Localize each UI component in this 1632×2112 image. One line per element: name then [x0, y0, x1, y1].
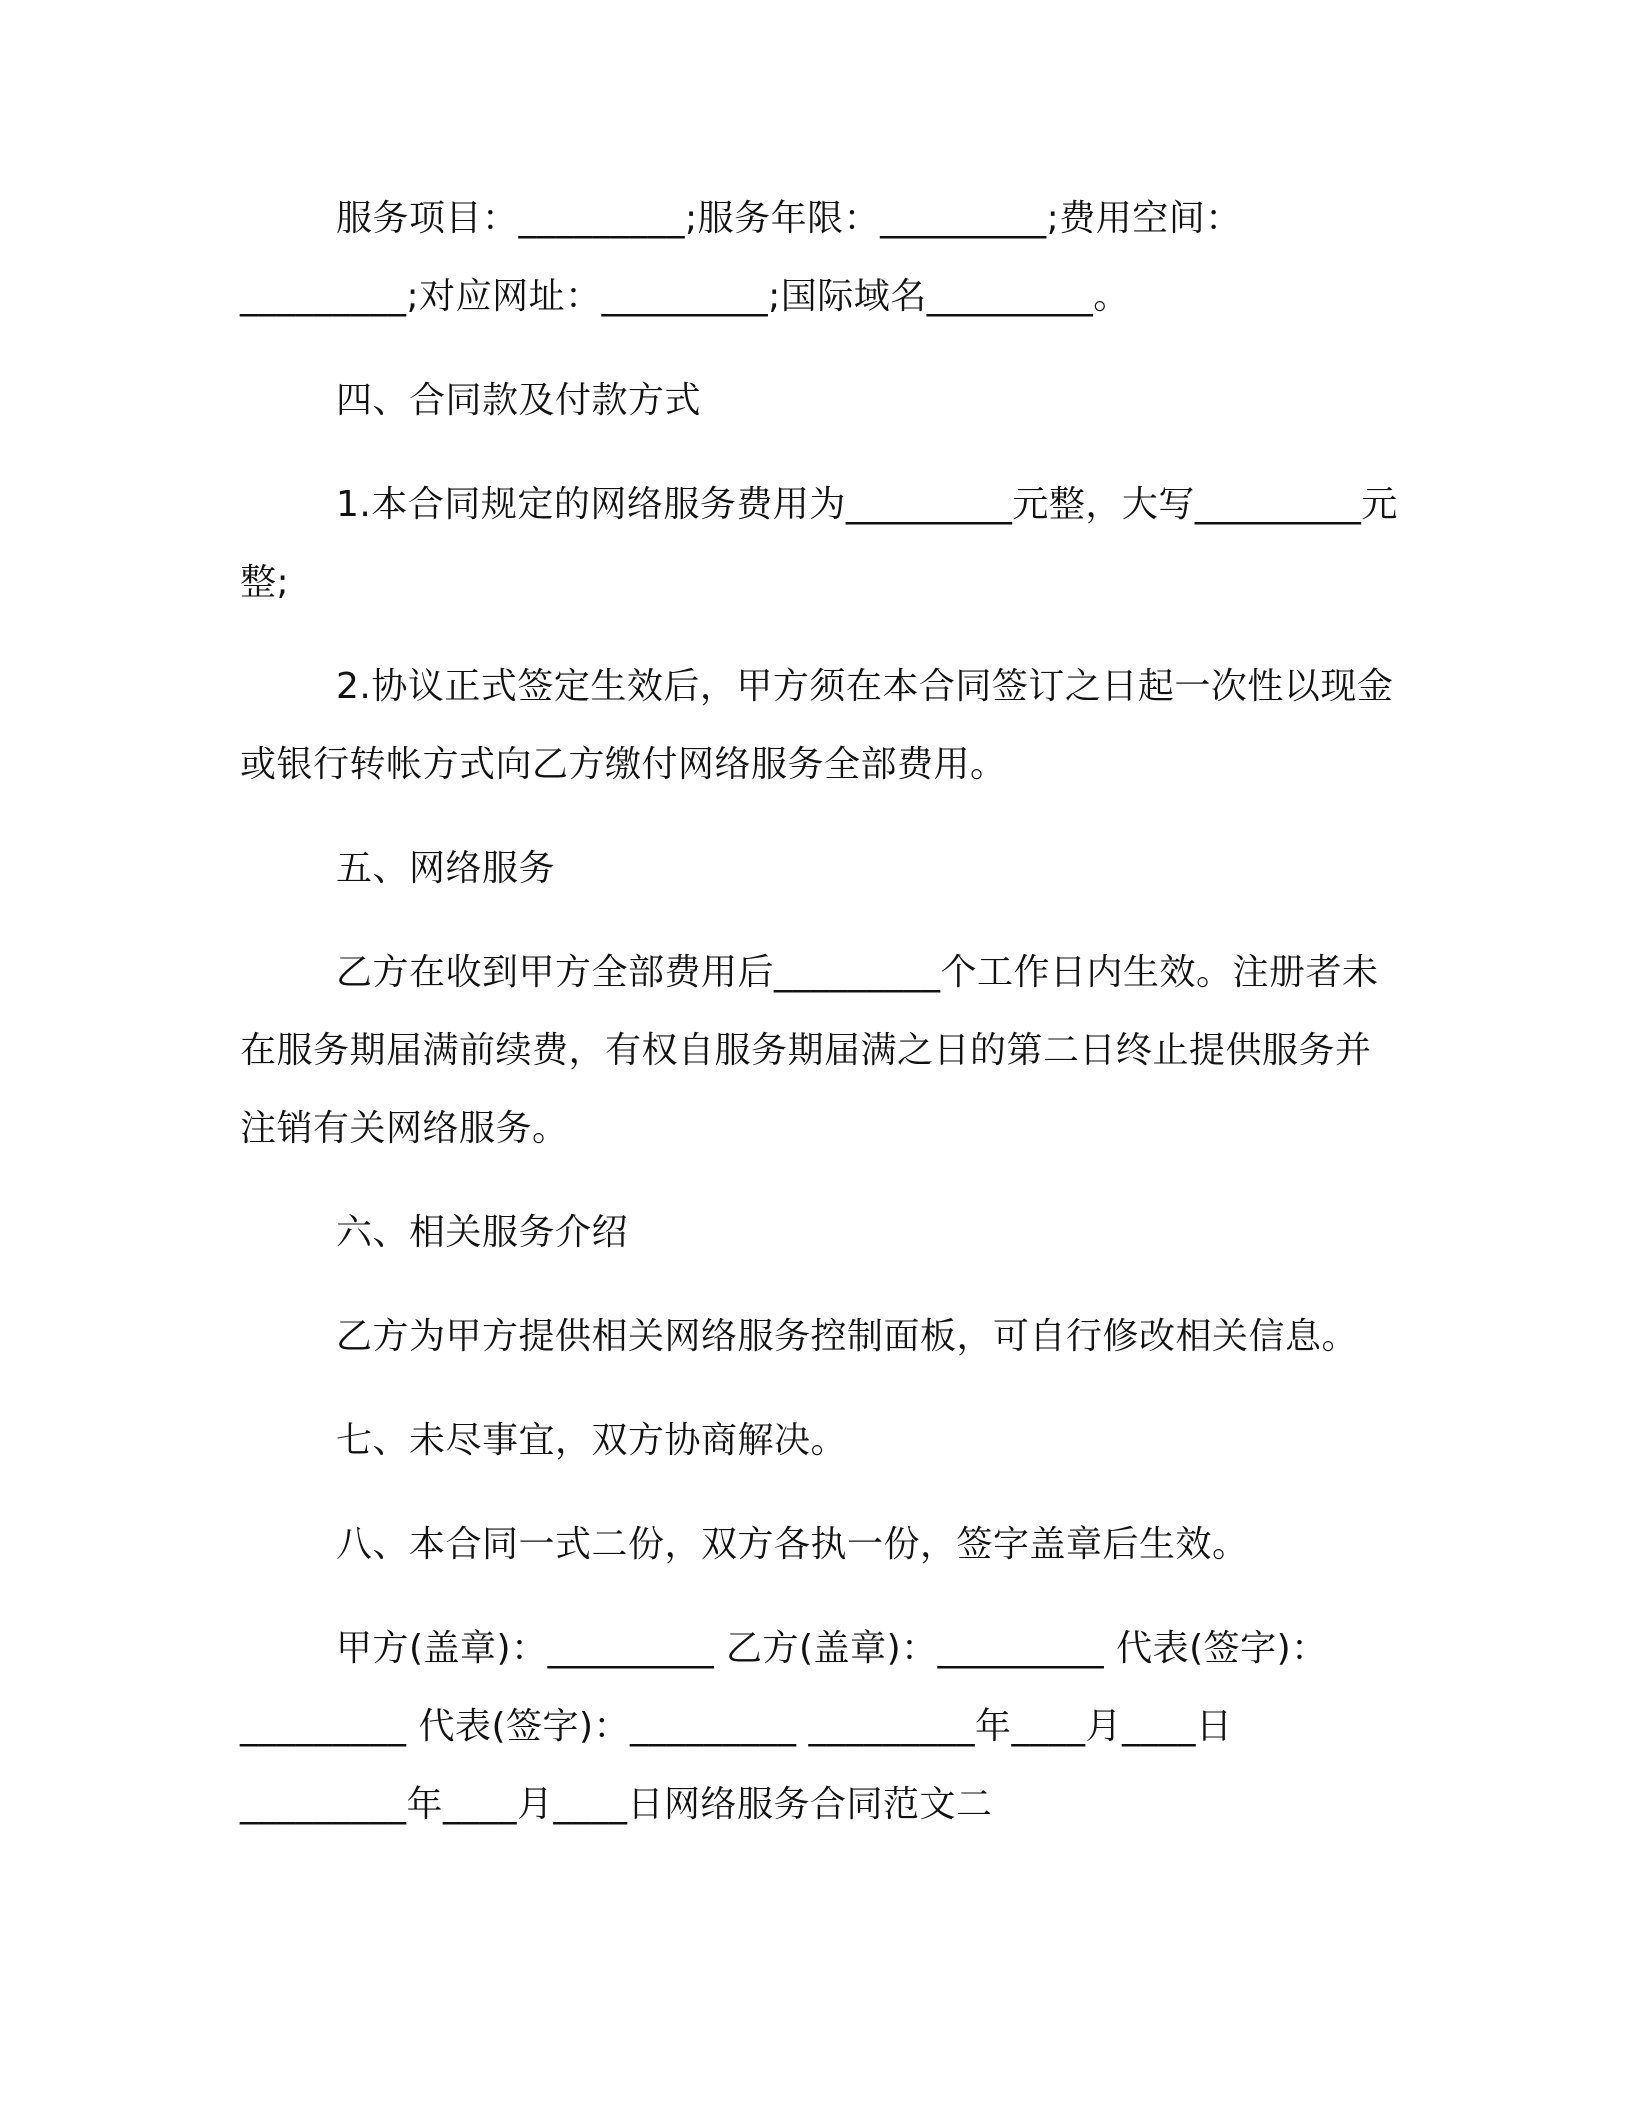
related-service-paragraph: 乙方为甲方提供相关网络服务控制面板，可自行修改相关信息。 [336, 1316, 1359, 1357]
document-body [240, 180, 1400, 1870]
signature-paragraph: 甲方(盖章)：_________ 乙方(盖章)：_________ 代表(签字)：_________ 代表(签字)：_________ _________年____月____日 _________年____月____日网络服务合同范文二 [240, 1628, 1328, 1825]
payment-clause-2: 2.协议正式签定生效后，甲方须在本合同签订之日起一次性以现金或银行转帐方式向乙方缴付网络服务全部费用。 [240, 666, 1394, 785]
section-six-heading: 六、相关服务介绍 [336, 1212, 629, 1253]
section-four-heading: 四、合同款及付款方式 [336, 380, 702, 421]
payment-clause-1: 1.本合同规定的网络服务费用为_________元整，大写_________元整; [240, 484, 1398, 603]
service-items-paragraph: 服务项目：_________;服务年限：_________;费用空间：_________;对应网址：_________;国际域名_________。 [240, 198, 1242, 317]
network-service-paragraph: 乙方在收到甲方全部费用后_________个工作日内生效。注册者未在服务期届满前续费，有权自服务期届满之日的第二日终止提供服务并注销有关网络服务。 [240, 952, 1379, 1149]
section-seven-paragraph: 七、未尽事宜，双方协商解决。 [336, 1420, 848, 1461]
section-five-heading: 五、网络服务 [336, 848, 556, 889]
section-eight-paragraph: 八、本合同一式二份，双方各执一份，签字盖章后生效。 [336, 1524, 1249, 1565]
